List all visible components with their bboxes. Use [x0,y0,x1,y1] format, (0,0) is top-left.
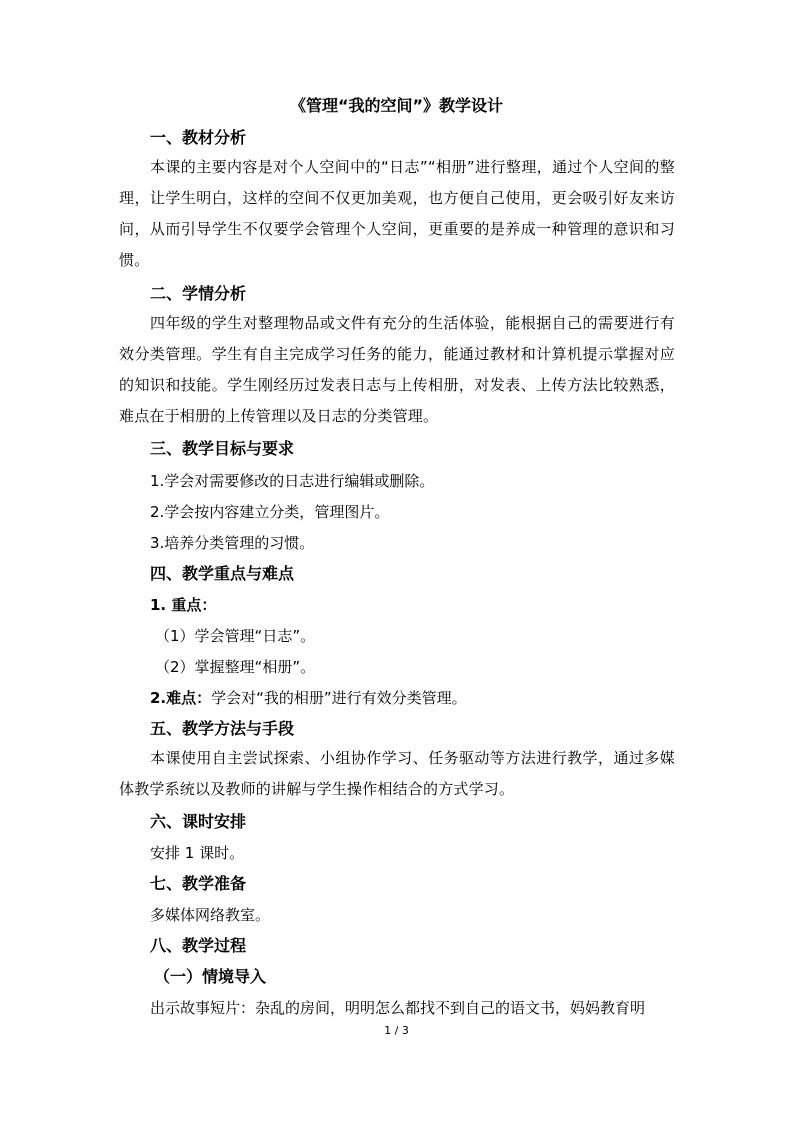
section-heading-objectives: 三、教学目标与要求 [150,439,295,458]
objective-item-1: 1.学会对需要修改的日志进行编辑或删除。 [150,472,435,490]
section-heading-schedule: 六、课时安排 [150,812,247,831]
section-body-schedule: 安排 1 课时。 [150,844,245,862]
objective-item-3: 3.培养分类管理的习惯。 [150,534,315,552]
page-number: 1 / 3 [384,1024,409,1037]
key-points-label-line [150,594,216,616]
section-heading-process: 八、教学过程 [150,936,247,955]
section-heading-methods: 五、教学方法与手段 [150,719,295,738]
document-title: 《管理“我的空间”》教学设计 [289,96,504,115]
key-points-label: 1. 重点： [150,596,217,614]
section-heading-textbook-analysis: 一、教材分析 [150,128,247,147]
difficult-point-text: 学会对“我的相册”进行有效分类管理。 [211,689,467,707]
subsection-heading-scene-intro: （一）情境导入 [154,967,267,986]
section-body-process: 出示故事短片：杂乱的房间，明明怎么都找不到自己的语文书，妈妈教育明 [150,999,646,1017]
section-heading-key-difficult-points: 四、教学重点与难点 [150,564,295,583]
section-body-preparation: 多媒体网络教室。 [150,906,271,924]
difficult-point-line [150,687,467,709]
key-point-item-1: （1）学会管理“日志”。 [155,627,316,645]
section-body-methods: 本课使用自主尝试探索、小组协作学习、任务驱动等方法进行教学，通过多媒体教学系统以及教师的讲解与学生操作相结合的方式学习。 [119,749,675,798]
key-point-item-2: （2）掌握整理“相册”。 [155,658,316,676]
difficult-point-label: 2.难点： [150,689,212,707]
section-heading-learner-analysis: 二、学情分析 [150,284,247,303]
section-body-learner-analysis: 四年级的学生对整理物品或文件有充分的生活体验，能根据自己的需要进行有效分类管理。学生有自主完成学习任务的能力，能通过教材和计算机提示掌握对应的知识和技能。学生刚经历过发表日志与上传相册，对发表、上传方法比较熟悉，难点在于相册的上传管理以及日志的分类管理。 [119,314,675,425]
objective-item-2: 2.学会按内容建立分类，管理图片。 [150,503,390,521]
section-body-textbook-analysis: 本课的主要内容是对个人空间中的“日志”“相册”进行整理，通过个人空间的整理，让学生明白，这样的空间不仅更加美观，也方便自己使用，更会吸引好友来访问，从而引导学生不仅要学会管理个人空间，更重要的是养成一种管理的意识和习惯。 [119,158,675,269]
section-heading-preparation: 七、教学准备 [150,874,247,893]
